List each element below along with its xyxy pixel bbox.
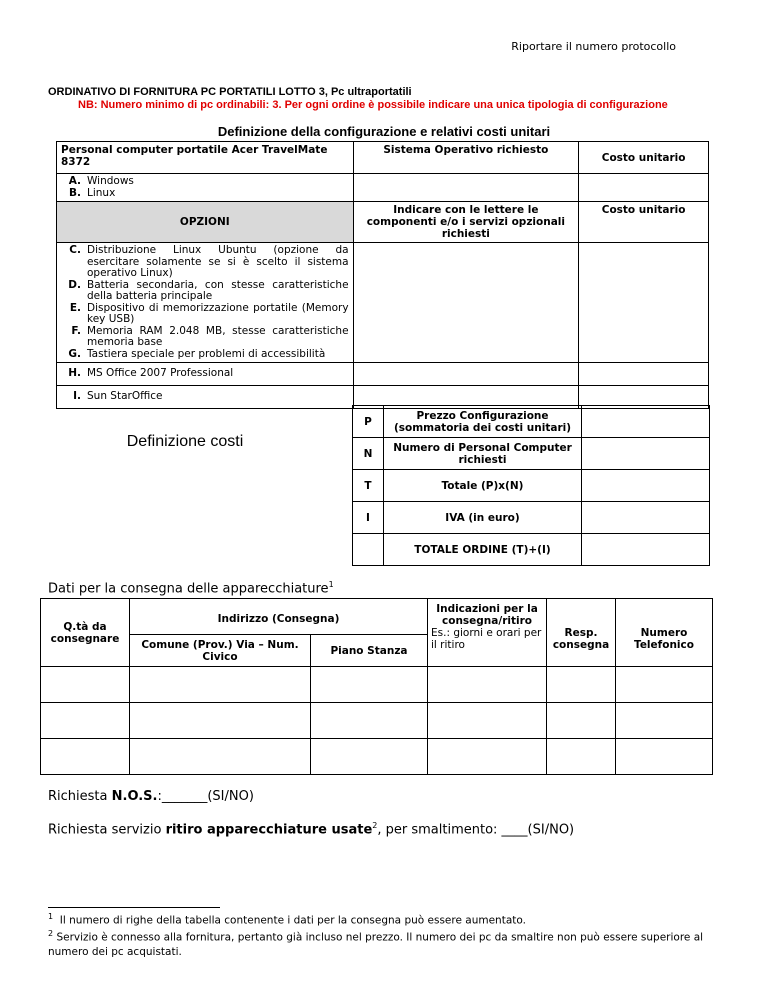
delivery-title: Dati per la consegna delle apparecchiature$^1$ xyxy=(48,580,334,597)
footnote-2: $^2$ Servizio è connesso alla fornitura, pertanto già incluso nel prezzo. Il numero dei pc da smaltire non può essere superiore al numero dei pc acquistati. xyxy=(48,929,704,958)
piano-header: Piano Stanza xyxy=(311,635,428,667)
os-cost-cell[interactable] xyxy=(579,174,709,202)
delivery-cell[interactable] xyxy=(616,739,713,775)
table-row xyxy=(41,667,713,703)
costs-label: Definizione costi xyxy=(126,433,244,450)
cost-header: Costo unitario xyxy=(579,142,709,174)
list-item: B. Linux xyxy=(69,186,116,199)
components-header: Indicare con le lettere le componenti e/o i servizi opzionali richiesti xyxy=(353,202,579,243)
comune-header: Comune (Prov.) Via – Num. Civico xyxy=(130,635,311,667)
config-section-title: Definizione della configurazione e relativi costi unitari xyxy=(217,124,551,139)
footnote-divider xyxy=(48,907,220,908)
cost-desc: IVA (in euro) xyxy=(384,502,582,534)
table-row xyxy=(353,470,710,502)
cost-letter: N xyxy=(353,438,384,470)
delivery-cell[interactable] xyxy=(41,739,130,775)
options-choice-cell[interactable] xyxy=(353,243,579,363)
table-row xyxy=(353,534,710,566)
delivery-cell[interactable] xyxy=(616,667,713,703)
options-cost-cell[interactable] xyxy=(579,243,709,363)
costs-table xyxy=(352,405,710,566)
delivery-cell[interactable] xyxy=(547,703,616,739)
config-table xyxy=(56,141,709,409)
table-row xyxy=(41,703,713,739)
os-options xyxy=(57,174,354,202)
cost-value-cell[interactable] xyxy=(582,406,710,438)
os-choice-cell[interactable] xyxy=(353,174,579,202)
delivery-cell[interactable] xyxy=(547,739,616,775)
cost-value-cell[interactable] xyxy=(582,470,710,502)
cost-value-cell[interactable] xyxy=(582,502,710,534)
cost-header-2: Costo unitario xyxy=(579,202,709,243)
delivery-cell[interactable] xyxy=(41,667,130,703)
list-item: A. Windows xyxy=(68,175,134,187)
cost-desc: Totale (P)x(N) xyxy=(384,470,582,502)
table-row xyxy=(353,438,710,470)
cost-desc: Prezzo Configurazione (sommatoria dei costi unitari) xyxy=(384,406,582,438)
cost-desc: Numero di Personal Computer richiesti xyxy=(384,438,582,470)
list-item: F. Memoria RAM 2.048 MB, stesse caratteristiche memoria base xyxy=(71,324,349,348)
table-row xyxy=(353,406,710,438)
cost-letter xyxy=(353,534,384,566)
cost-value-cell[interactable] xyxy=(582,534,710,566)
delivery-cell[interactable] xyxy=(428,703,547,739)
delivery-cell[interactable] xyxy=(311,703,428,739)
office-cost-cell[interactable] xyxy=(579,363,709,386)
nos-request: Richiesta N.O.S.:_______(SI/NO) xyxy=(48,789,254,804)
footnote-1: $^1$ Il numero di righe della tabella contenente i dati per la consegna può essere aumentato. xyxy=(48,912,526,927)
options-header: OPZIONI xyxy=(57,202,354,243)
list-item: E. Dispositivo di memorizzazione portatile (Memory key USB) xyxy=(69,301,349,325)
delivery-cell[interactable] xyxy=(130,703,311,739)
list-item: H. MS Office 2007 Professional xyxy=(57,363,354,386)
table-row xyxy=(41,739,713,775)
delivery-cell[interactable] xyxy=(130,739,311,775)
delivery-cell[interactable] xyxy=(616,703,713,739)
qty-header: Q.tà da consegnare xyxy=(41,599,130,667)
protocol-note: Riportare il numero protocollo xyxy=(511,40,676,53)
delivery-cell[interactable] xyxy=(41,703,130,739)
delivery-cell[interactable] xyxy=(130,667,311,703)
page-title: ORDINATIVO DI FORNITURA PC PORTATILI LOTTO 3, Pc ultraportatili xyxy=(48,86,412,98)
cost-value-cell[interactable] xyxy=(582,438,710,470)
delivery-cell[interactable] xyxy=(311,739,428,775)
delivery-cell[interactable] xyxy=(311,667,428,703)
cost-letter: P xyxy=(353,406,384,438)
os-header: Sistema Operativo richiesto xyxy=(353,142,579,174)
list-item: I. Sun StarOffice xyxy=(57,386,354,409)
options-list xyxy=(57,243,354,363)
phone-header: Numero Telefonico xyxy=(616,599,713,667)
list-item: G. Tastiera speciale per problemi di accessibilità xyxy=(68,347,326,360)
list-item: D. Batteria secondaria, con stesse caratteristiche della batteria principale xyxy=(68,278,349,302)
cost-desc: TOTALE ORDINE (T)+(I) xyxy=(384,534,582,566)
list-item: C. Distribuzione Linux Ubuntu (opzione da esercitare solamente se si è scelto il sistema operativo Linux) xyxy=(69,244,349,279)
ritiro-request: Richiesta servizio ritiro apparecchiature usate$^2$, per smaltimento: ____(SI/NO) xyxy=(48,821,575,838)
address-header: Indirizzo (Consegna) xyxy=(130,599,428,635)
delivery-table xyxy=(40,598,713,775)
delivery-cell[interactable] xyxy=(428,739,547,775)
delivery-cell[interactable] xyxy=(428,667,547,703)
order-note: NB: Numero minimo di pc ordinabili: 3. Per ogni ordine è possibile indicare una unica tipologia di configurazione xyxy=(78,99,668,111)
product-name: Personal computer portatile Acer TravelMate 8372 xyxy=(57,142,354,174)
cost-letter: I xyxy=(353,502,384,534)
table-row xyxy=(353,502,710,534)
delivery-cell[interactable] xyxy=(547,667,616,703)
indications-header: Indicazioni per la consegna/ritiro Es.: giorni e orari per il ritiro xyxy=(428,599,547,667)
office-choice-cell[interactable] xyxy=(353,363,579,386)
resp-header: Resp. consegna xyxy=(547,599,616,667)
footnote-ref: 1 xyxy=(328,580,334,589)
cost-letter: T xyxy=(353,470,384,502)
